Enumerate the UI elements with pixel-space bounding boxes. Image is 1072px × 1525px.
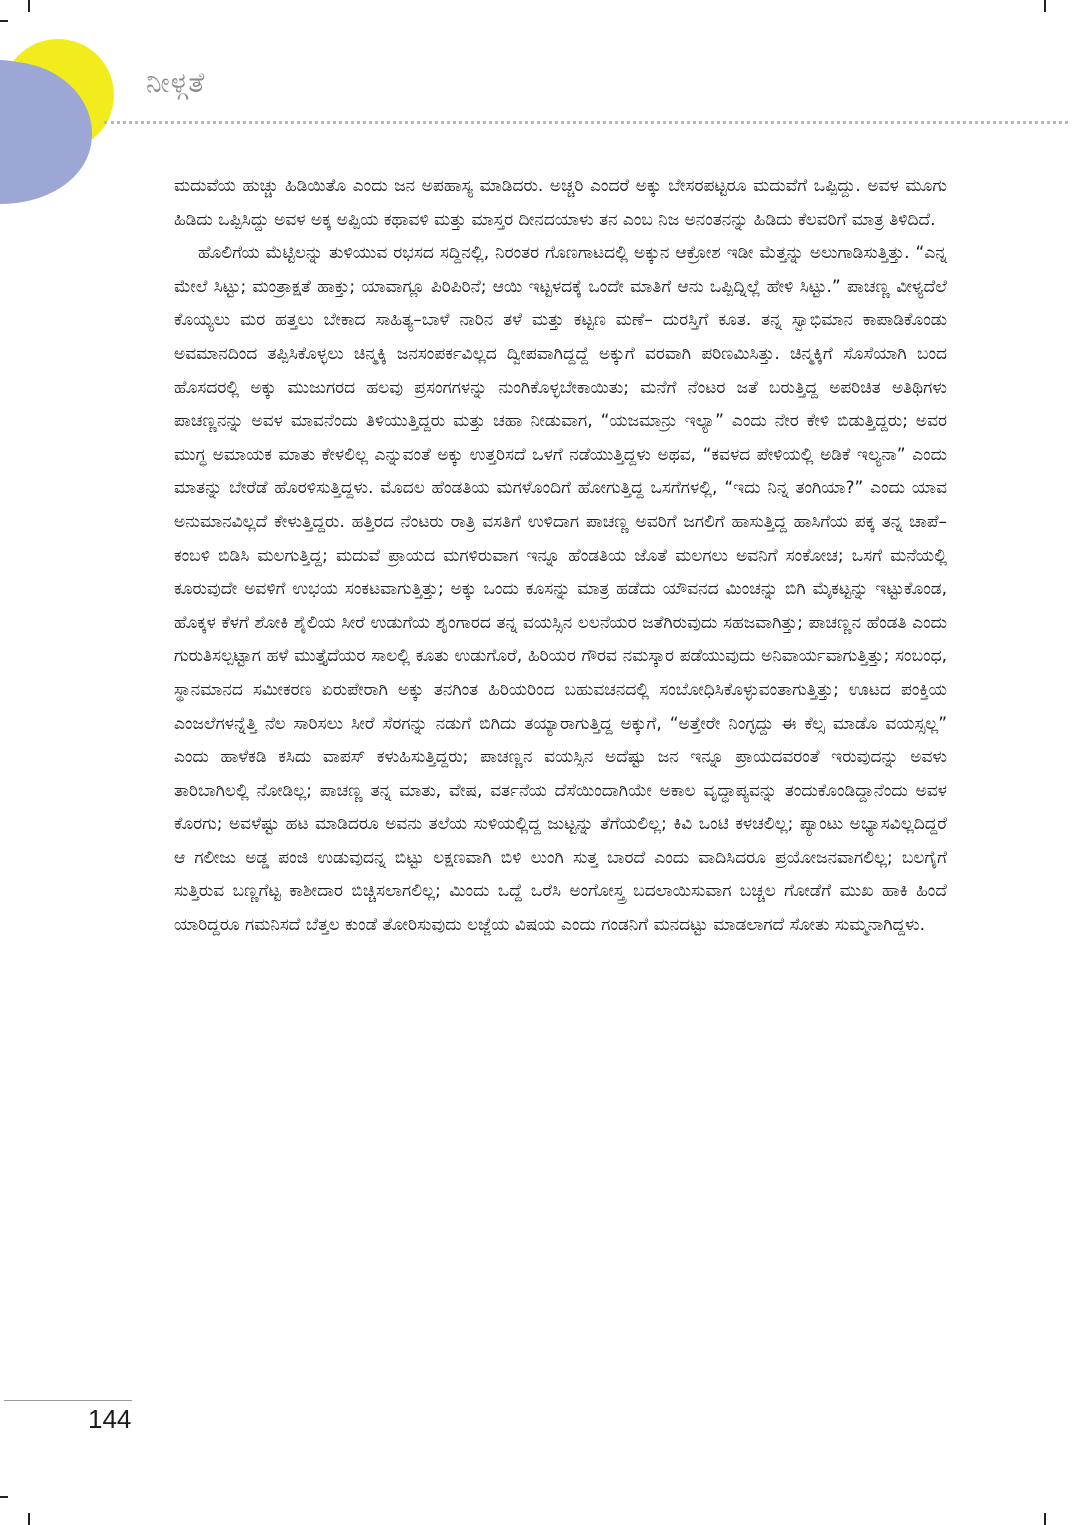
chapter-title: ನೀಳ್ಗತೆ xyxy=(146,66,206,99)
crop-mark-bottom-right xyxy=(1044,1513,1046,1525)
header-divider xyxy=(104,121,1068,124)
paragraph-2: ಹೊಲಿಗೆಯ ಮೆಟ್ಟಿಲನ್ನು ತುಳಿಯುವ ರಭಸದ ಸದ್ದಿನಲ್ಲಿ, ನಿರಂತರ ಗೊಣಗಾಟದಲ್ಲಿ ಅಕ್ಕುನ ಆಕ್ರೋಶ ಇಡೀ ಮೆತ್ತನ್ನು ಅಲುಗಾಡಿಸುತ್ತಿತ್ತು. “ಎನ್ನ ಮೇಲೆ ಸಿಟ್ಟು; ಮಂತ್ರಾಕ್ಷತೆ ಹಾಕ್ತು; ಯಾವಾಗ್ಲೂ ಪಿರಿಪಿರಿನೆ; ಆಯಿ ಇಟ್ಟಳದಕ್ಕೆ ಒಂದೇ ಮಾತಿಗೆ ಆನು ಒಪ್ಪಿದ್ನಿಲ್ಲೆ ಹೇಳಿ ಸಿಟ್ಟು.” ಪಾಚಣ್ಣ ವೀಳ್ಯದೆಲೆ ಕೊಯ್ಯಲು ಮರ ಹತ್ತಲು ಬೇಕಾದ ಸಾಹಿತ್ಯ–ಬಾಳೆ ನಾರಿನ ತಳೆ ಮತ್ತು ಕಟ್ಟಣ ಮಣೆ– ದುರಸ್ತಿಗೆ ಕೂತ. ತನ್ನ ಸ್ವಾಭಿಮಾನ ಕಾಪಾಡಿಕೊಂಡು ಅವಮಾನದಿಂದ ತಪ್ಪಿಸಿಕೊಳ್ಳಲು ಚಿನ್ಮಕ್ಕಿ ಜನಸಂಪರ್ಕವಿಲ್ಲದ ದ್ವೀಪವಾಗಿದ್ದದ್ದೆ ಅಕ್ಕುಗೆ ವರವಾಗಿ ಪರಿಣಮಿಸಿತ್ತು. ಚಿನ್ಮಕ್ಕಿಗೆ ಸೊಸೆಯಾಗಿ ಬಂದ ಹೊಸದರಲ್ಲಿ ಅಕ್ಕು ಮುಜುಗರದ ಹಲವು ಪ್ರಸಂಗಗಳನ್ನು ನುಂಗಿಕೊಳ್ಳಬೇಕಾಯಿತು; ಮನೆಗೆ ನೆಂಟರ ಜತೆ ಬರುತ್ತಿದ್ದ ಅಪರಿಚಿತ ಅತಿಥಿಗಳು ಪಾಚಣ್ಣನನ್ನು ಅವಳ ಮಾವನೆಂದು ತಿಳಿಯುತ್ತಿದ್ದರು ಮತ್ತು ಚಹಾ ನೀಡುವಾಗ, “ಯಜಮಾನ್ರು ಇಲ್ಯಾ” ಎಂದು ನೇರ ಕೇಳಿ ಬಿಡುತ್ತಿದ್ದರು; ಅವರ ಮುಗ್ಧ ಅಮಾಯಕ ಮಾತು ಕೇಳಲಿಲ್ಲ ಎನ್ನುವಂತೆ ಅಕ್ಕು ಉತ್ತರಿಸದೆ ಒಳಗೆ ನಡೆಯುತ್ತಿದ್ದಳು ಅಥವ, “ಕವಳದ ಪೇಳಿಯಲ್ಲಿ ಅಡಿಕೆ ಇಲ್ಯನಾ” ಎಂದು ಮಾತನ್ನು ಬೇರೆಡೆ ಹೊರಳಿಸುತ್ತಿದ್ದಳು. ಮೊದಲ ಹೆಂಡತಿಯ ಮಗಳೊಂದಿಗೆ ಹೋಗುತ್ತಿದ್ದ ಒಸಗೆಗಳಲ್ಲಿ, “ಇದು ನಿನ್ನ ತಂಗಿಯಾ?” ಎಂದು ಯಾವ ಅನುಮಾನವಿಲ್ಲದೆ ಕೇಳುತ್ತಿದ್ದರು. ಹತ್ತಿರದ ನೆಂಟರು ರಾತ್ರಿ ವಸತಿಗೆ ಉಳಿದಾಗ ಪಾಚಣ್ಣ ಅವರಿಗೆ ಜಗಲಿಗೆ ಹಾಸುತ್ತಿದ್ದ ಹಾಸಿಗೆಯ ಪಕ್ಕ ತನ್ನ ಚಾಪೆ–ಕಂಬಳಿ ಬಿಡಿಸಿ ಮಲಗುತ್ತಿದ್ದ; ಮದುವೆ ಪ್ರಾಯದ ಮಗಳಿರುವಾಗ ಇನ್ನೂ ಹೆಂಡತಿಯ ಜೊತೆ ಮಲಗಲು ಅವನಿಗೆ ಸಂಕೋಚ; ಒಸಗೆ ಮನೆಯಲ್ಲಿ ಕೂರುವುದೇ ಅವಳಿಗೆ ಉಭಯ ಸಂಕಟವಾಗುತ್ತಿತ್ತು; ಅಕ್ಕು ಒಂದು ಕೂಸನ್ನು ಮಾತ್ರ ಹಡೆದು ಯೌವನದ ಮಿಂಚನ್ನು ಬಿಗಿ ಮೈಕಟ್ಟನ್ನು ಇಟ್ಟುಕೊಂಡ, ಹೊಕ್ಕಳ ಕೆಳಗೆ ಶೋಕಿ ಶೈಲಿಯ ಸೀರೆ ಉಡುಗೆಯ ಶೃಂಗಾರದ ತನ್ನ ವಯಸ್ಸಿನ ಲಲನೆಯರ ಜತೆಗಿರುವುದು ಸಹಜವಾಗಿತ್ತು; ಪಾಚಣ್ಣನ ಹೆಂಡತಿ ಎಂದು ಗುರುತಿಸಲ್ಪಟ್ಟಾಗ ಹಳೆ ಮುತ್ತೈದೆಯರ ಸಾಲಲ್ಲಿ ಕೂತು ಉಡುಗೊರೆ, ಹಿರಿಯರ ಗೌರವ ನಮಸ್ಕಾರ ಪಡೆಯುವುದು ಅನಿವಾರ್ಯವಾಗುತ್ತಿತ್ತು; ಸಂಬಂಧ, ಸ್ಥಾನಮಾನದ ಸಮೀಕರಣ ಏರುಪೇರಾಗಿ ಅಕ್ಕು ತನಗಿಂತ ಹಿರಿಯರಿಂದ ಬಹುವಚನದಲ್ಲಿ ಸಂಬೋಧಿಸಿಕೊಳ್ಳುವಂತಾಗುತ್ತಿತ್ತು; ಊಟದ ಪಂಕ್ತಿಯ ಎಂಜಲೆಗಳನ್ನೆತ್ತಿ ನೆಲ ಸಾರಿಸಲು ಸೀರೆ ಸೆರಗನ್ನು ನಡುಗೆ ಬಿಗಿದು ತಯ್ಯಾರಾಗುತ್ತಿದ್ದ ಅಕ್ಕುಗೆ, “ಅತ್ತೇರೇ ನಿಂಗ್ಳದ್ದು ಈ ಕೆಲ್ಸ ಮಾಡೊ ವಯಸ್ಸಲ್ಲ” ಎಂದು ಹಾಳೆಕಡಿ ಕಸಿದು ವಾಪಸ್ ಕಳುಹಿಸುತ್ತಿದ್ದರು; ಪಾಚಣ್ಣನ ವಯಸ್ಸಿನ ಅದೆಷ್ಟು ಜನ ಇನ್ನೂ ಪ್ರಾಯದವರಂತೆ ಇರುವುದನ್ನು ಅವಳು ತಾರಿಬಾಗಿಲಲ್ಲಿ ನೋಡಿಲ್ಲ; ಪಾಚಣ್ಣ ತನ್ನ ಮಾತು, ವೇಷ, ವರ್ತನೆಯ ದೆಸೆಯಿಂದಾಗಿಯೇ ಅಕಾಲ ವೃದ್ಧಾಪ್ಯವನ್ನು ತಂದುಕೊಂಡಿದ್ದಾನೆಂದು ಅವಳ ಕೊರಗು; ಅವಳೆಷ್ಟು ಹಟ ಮಾಡಿದರೂ ಅವನು ತಲೆಯ ಸುಳಿಯಲ್ಲಿದ್ದ ಜುಟ್ಟನ್ನು ತೆಗೆಯಲಿಲ್ಲ; ಕಿವಿ ಒಂಟಿ ಕಳಚಲಿಲ್ಲ; ಪ್ಯಾಂಟು ಅಭ್ಯಾಸವಿಲ್ಲದಿದ್ದರೆ ಆ ಗಲೀಜು ಅಡ್ಡ ಪಂಜಿ ಉಡುವುದನ್ನ ಬಿಟ್ಟು ಲಕ್ಷಣವಾಗಿ ಬಿಳಿ ಲುಂಗಿ ಸುತ್ತ ಬಾರದೆ ಎಂದು ವಾದಿಸಿದರೂ ಪ್ರಯೋಜನವಾಗಲಿಲ್ಲ; ಬಲಗೈಗೆ ಸುತ್ತಿರುವ ಬಣ್ಣಗೆಟ್ಟ ಕಾಶೀದಾರ ಬಿಚ್ಚಿಸಲಾಗಲಿಲ್ಲ; ಮಿಂದು ಒದ್ದೆ ಒರೆಸಿ ಅಂಗೋಸ್ತ್ರ ಬದಲಾಯಿಸುವಾಗ ಬಚ್ಚಲ ಗೋಡೆಗೆ ಮುಖ ಹಾಕಿ ಹಿಂದೆ ಯಾರಿದ್ದರೂ ಗಮನಿಸದೆ ಬೆತ್ತಲ ಕುಂಡೆ ತೋರಿಸುವುದು ಲಜ್ಜೆಯ ವಿಷಯ ಎಂದು ಗಂಡನಿಗೆ ಮನದಟ್ಟು ಮಾಡಲಾಗದೆ ಸೋತು ಸುಮ್ಮನಾಗಿದ್ದಳು. xyxy=(174,243,947,936)
decorative-circles xyxy=(0,0,140,220)
crop-mark-top-right xyxy=(1044,0,1046,12)
crop-mark-left-bottom xyxy=(0,1496,8,1498)
crop-mark-bottom-left xyxy=(28,1513,30,1525)
page-number-rule xyxy=(4,1400,132,1401)
body-text xyxy=(174,170,947,1400)
paragraph-1: ಮದುವೆಯ ಹುಚ್ಚು ಹಿಡಿಯಿತೊ ಎಂದು ಜನ ಅಪಹಾಸ್ಯ ಮಾಡಿದರು. ಅಚ್ಚರಿ ಎಂದರೆ ಅಕ್ಕು ಬೇಸರಪಟ್ಟರೂ ಮದುವೆಗೆ ಒಪ್ಪಿದ್ದು. ಅವಳ ಮೂಗು ಹಿಡಿದು ಒಪ್ಪಿಸಿದ್ದು ಅವಳ ಅಕ್ಕ ಅಪ್ಪಿಯ ಕಥಾವಳಿ ಮತ್ತು ಮಾಸ್ತರ ದೀನದಯಾಳು ತನ ಎಂಬ ನಿಜ ಅನಂತನನ್ನು ಹಿಡಿದು ಕೆಲವರಿಗೆ ಮಾತ್ರ ತಿಳಿದಿದೆ. xyxy=(174,176,947,230)
page-number: 144 xyxy=(88,1404,132,1434)
